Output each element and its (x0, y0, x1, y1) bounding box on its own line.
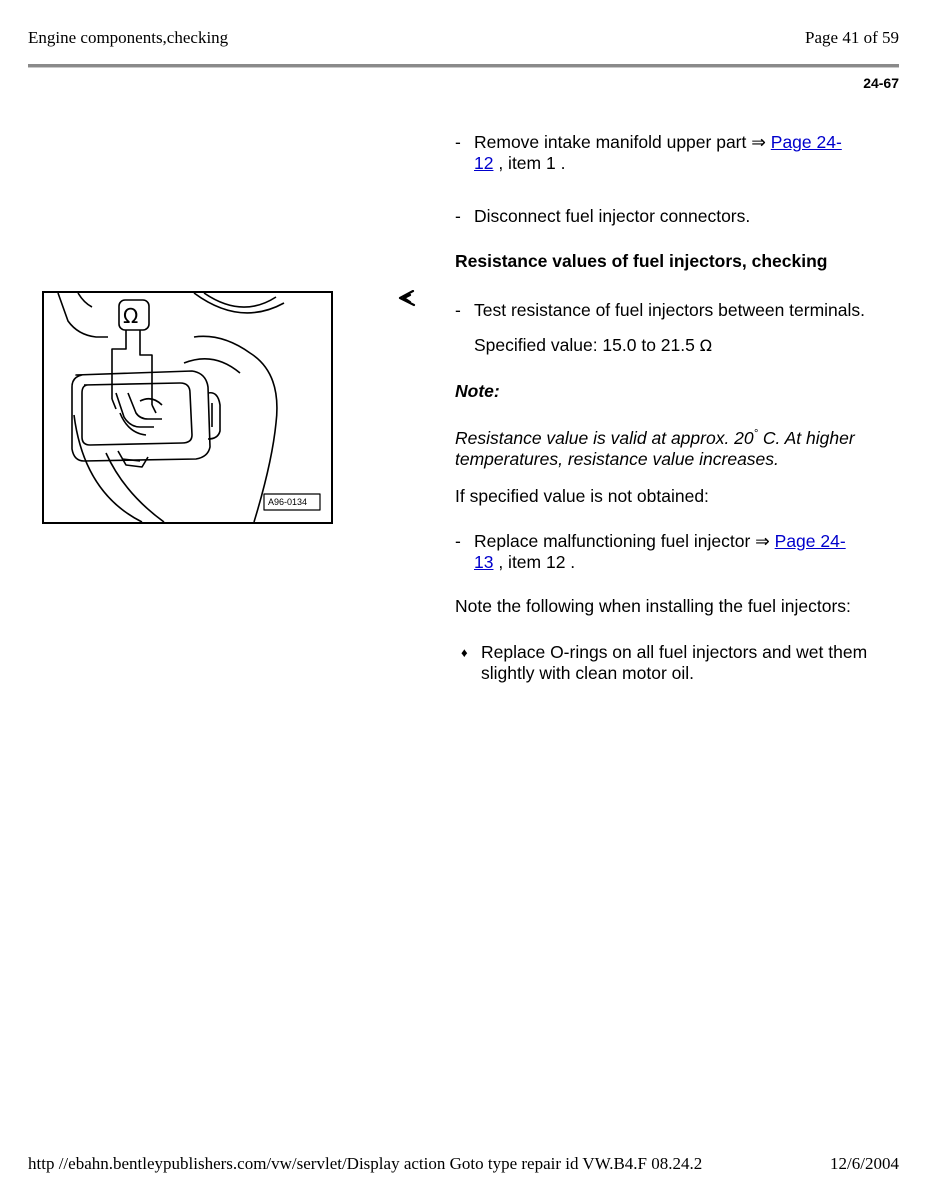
section-code: 24-67 (863, 75, 899, 91)
install-intro: Note the following when installing the fuel injectors: (455, 596, 851, 616)
step-dash: - (455, 300, 461, 320)
degree-symbol: ° (753, 428, 759, 440)
step-suffix: , item 12 . (493, 552, 576, 572)
pointer-arrow-icon (398, 290, 416, 308)
step-remove-manifold (455, 132, 895, 174)
step-dash: - (455, 206, 461, 226)
specified-value (455, 335, 895, 356)
link-text-line2[interactable]: 12 (474, 153, 494, 173)
page-indicator: Page 41 of 59 (805, 28, 899, 47)
note-text-part1: Resistance value is valid at approx. 20 (455, 428, 754, 448)
bullet-replace-orings (455, 642, 895, 684)
step-text: Disconnect fuel injector connectors. (474, 206, 751, 226)
link-text-line1[interactable]: Page 24- (774, 531, 846, 551)
specified-value-text: Specified value: 15.0 to 21.5 (474, 335, 700, 355)
diamond-bullet-icon: ♦ (461, 645, 468, 660)
note-text-part2: C. At higher temperatures, resistance value increases. (455, 428, 855, 469)
document-title: Engine components,checking (28, 28, 229, 47)
step-disconnect-connectors (455, 206, 895, 227)
step-dash: - (455, 132, 461, 152)
header-divider (28, 64, 899, 68)
note-text (455, 424, 895, 470)
note-title: Note: (455, 381, 500, 401)
footer-url: http //ebahn.bentleypublishers.com/vw/servlet/Display action Goto type repair id VW.B4.F 08.24.2 (28, 1154, 703, 1173)
footer-date: 12/6/2004 (830, 1154, 899, 1173)
page-footer (28, 1154, 899, 1174)
step-text: Remove intake manifold upper part ⇒ (474, 132, 771, 152)
link-text-line2[interactable]: 13 (474, 552, 494, 572)
section-heading: Resistance values of fuel injectors, checking (455, 251, 828, 271)
injector-connector-illustration (42, 291, 333, 524)
link-text-line1[interactable]: Page 24- (770, 132, 842, 152)
not-obtained-text: If specified value is not obtained: (455, 486, 709, 506)
figure-code-label: A96-0134 (268, 497, 308, 507)
step-suffix: , item 1 . (493, 153, 566, 173)
step-text: Replace malfunctioning fuel injector ⇒ (474, 531, 775, 551)
step-dash: - (455, 531, 461, 551)
bullet-text: Replace O-rings on all fuel injectors and wet them slightly with clean motor oil. (481, 642, 868, 683)
ohm-unit: Ω (699, 336, 712, 355)
ohm-symbol: Ω (123, 304, 139, 328)
step-replace-injector (455, 531, 895, 573)
step-text: Test resistance of fuel injectors between terminals. (474, 300, 866, 320)
step-test-resistance (455, 300, 895, 321)
